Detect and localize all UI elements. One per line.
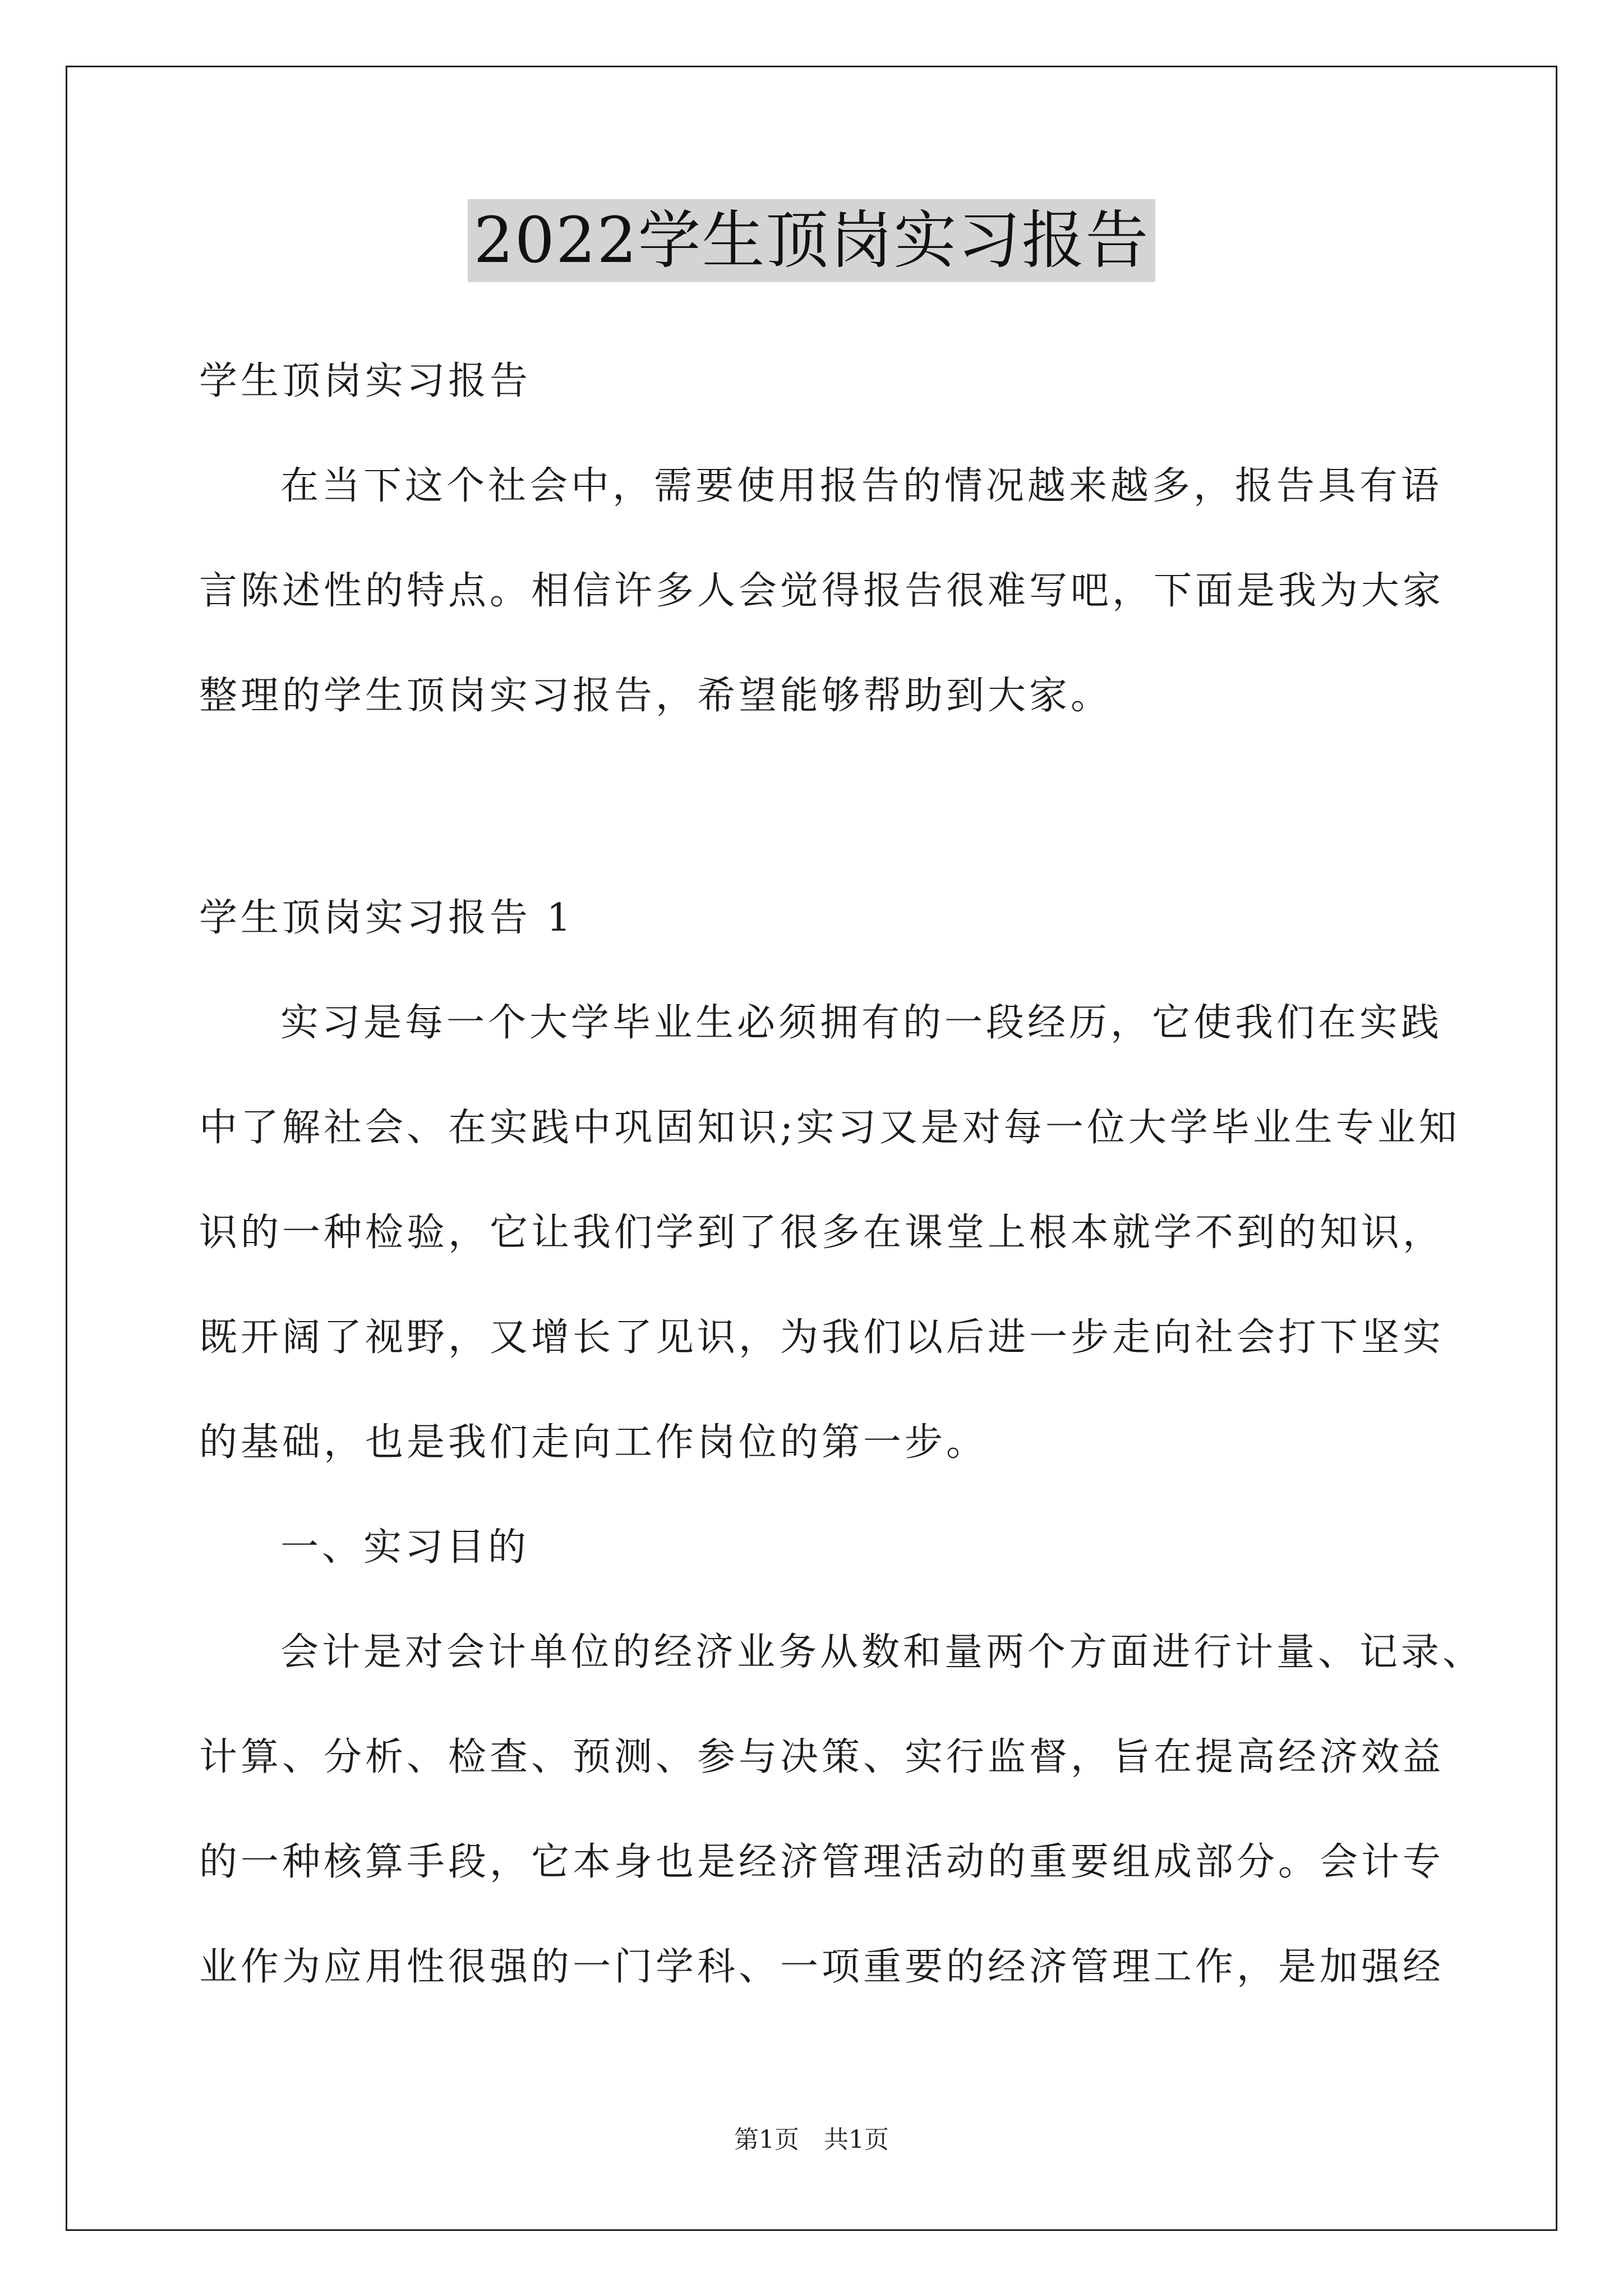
- subheading: 一、实习目的: [280, 1525, 530, 1570]
- heading: 学生顶岗实习报告: [199, 359, 532, 403]
- paragraph1-line-3: 识的一种检验，它让我们学到了很多在课堂上根本就学不到的知识，: [199, 1211, 1445, 1255]
- paragraph1-line-4: 既开阔了视野，又增长了见识，为我们以后进一步走向社会打下坚实: [199, 1315, 1445, 1360]
- intro-line-2: 言陈述性的特点。相信许多人会觉得报告很难写吧，下面是我为大家: [199, 569, 1445, 613]
- page-footer: 第1页 共1页: [734, 2125, 889, 2154]
- section-heading: 学生顶岗实习报告 1: [199, 896, 574, 940]
- paragraph1-line-5: 的基础，也是我们走向工作岗位的第一步。: [199, 1420, 988, 1465]
- paragraph2-line-4: 业作为应用性很强的一门学科、一项重要的经济管理工作，是加强经: [199, 1945, 1445, 1989]
- document-title: 2022学生顶岗实习报告: [468, 199, 1155, 282]
- paragraph1-line-2: 中了解社会、在实践中巩固知识;实习又是对每一位大学毕业生专业知: [199, 1106, 1460, 1150]
- paragraph1-line-1: 实习是每一个大学毕业生必须拥有的一段经历，它使我们在实践: [280, 1001, 1443, 1045]
- title-wrap: [0, 199, 1623, 282]
- intro-line-1: 在当下这个社会中，需要使用报告的情况越来越多，报告具有语: [280, 464, 1443, 508]
- paragraph2-line-1: 会计是对会计单位的经济业务从数和量两个方面进行计量、记录、: [280, 1630, 1484, 1674]
- paragraph2-line-3: 的一种核算手段，它本身也是经济管理活动的重要组成部分。会计专: [199, 1840, 1445, 1884]
- paragraph2-line-2: 计算、分析、检查、预测、参与决策、实行监督，旨在提高经济效益: [199, 1735, 1445, 1779]
- intro-line-3: 整理的学生顶岗实习报告，希望能够帮助到大家。: [199, 674, 1113, 718]
